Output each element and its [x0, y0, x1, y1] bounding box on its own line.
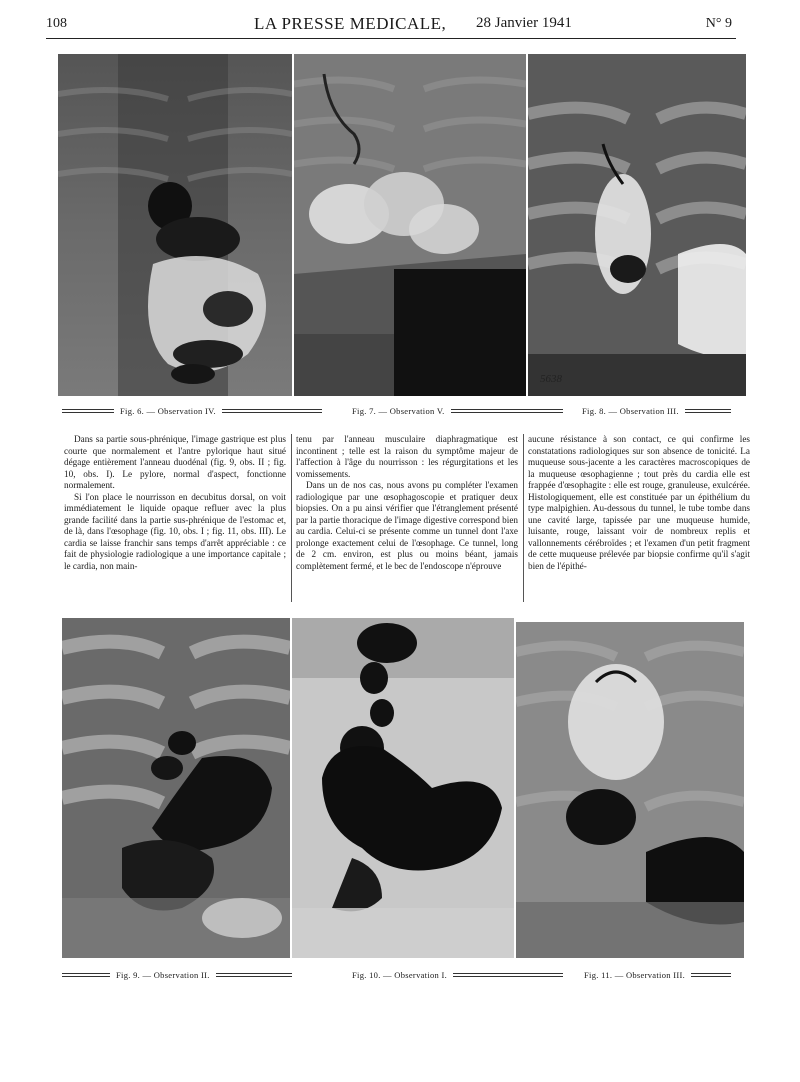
paragraph: tenu par l'anneau musculaire diaphragmatique est incontinent ; telle est la raison du symptôme majeur de l'affection à l'âge du nourrisson : les régurgitations et les vomissements. [296, 434, 518, 479]
paragraph: Dans un de nos cas, nous avons pu compléter l'examen radiologique par une œsophagoscopie et pratiquer deux biopsies. On a pu ainsi vérifier que l'étranglement présenté par la partie thoracique de l'image digestive correspond bien au cardia. Celui-ci se présente comme un tunnel dont l'axe prolonge exactement celui de l'œsophage. Ce tunnel, long de 2 cm. environ, est plus ou moins béant, jamais complètement fermé, et le bec de l'endoscope n'éprouve [296, 480, 518, 571]
figure-10-caption: Fig. 10. — Observation I. [352, 970, 569, 980]
figure-7-radiograph [294, 54, 526, 396]
figure-8-marking: 5638 [540, 373, 562, 385]
top-caption-row [62, 406, 752, 418]
text-column-3 [528, 434, 750, 604]
figure-6-radiograph [58, 54, 292, 396]
figure-10-radiograph [292, 618, 514, 958]
figure-11-caption: Fig. 11. — Observation III. [584, 970, 737, 980]
figure-8-caption: Fig. 8. — Observation III. [582, 406, 737, 416]
column-rule [523, 434, 524, 602]
text-column-2 [296, 434, 518, 604]
figure-9-caption: Fig. 9. — Observation II. [62, 970, 298, 980]
bottom-caption-row [62, 970, 752, 982]
text-column-1 [64, 434, 286, 604]
running-header [46, 14, 736, 36]
figure-9-radiograph [62, 618, 290, 958]
journal-title: LA PRESSE MEDICALE, [254, 14, 447, 33]
figure-7-caption: Fig. 7. — Observation V. [352, 406, 569, 416]
figure-6-caption: Fig. 6. — Observation IV. [62, 406, 328, 416]
page-number: 108 [46, 16, 67, 31]
issue-date: 28 Janvier 1941 [476, 15, 572, 31]
header-rule [46, 38, 736, 39]
column-rule [291, 434, 292, 602]
paragraph: Dans sa partie sous-phrénique, l'image gastrique est plus courte que normalement et l'antre pylorique haut situé dégage entièrement l'anneau duodénal (fig. 9, obs. II ; fig. 10, obs. I). Le pylore, normal d'aspect, fonctionne normalement. [64, 434, 286, 490]
issue-number: N° 9 [705, 16, 732, 31]
paragraph: Si l'on place le nourrisson en decubitus dorsal, on voit immédiatement le liquide opaque refluer avec la plus grande facilité dans la partie sus-phrénique de l'estomac et, de là, dans l'œsophage (fig. 10, obs. I ; fig. 11, obs. III). Le cardia se laisse franchir sans temps d'arrêt appréciable : ce fait de physiologie radiologique a une importance capitale ; le cardia, non main- [64, 491, 286, 571]
paragraph: aucune résistance à son contact, ce qui confirme les constatations radiologiques sur son absence de tonicité. La muqueuse sous-jacente a les caractères macroscopiques de la muqueuse œsophagienne ; tout près du cardia elle est frappée d'œsophagite : elle est rouge, granuleuse, exulcérée. Histologiquement, elle est constituée par un épithélium du type malpighien. Au-dessous du tunnel, le tube tombe dans une cavité large, tapissée par une muqueuse humide, luisante, rouge, laissant voir de nombreux replis et vallonnements cérébroïdes ; et l'examen d'un petit fragment de cette muqueuse prélevée par biopsie confirme qu'il s'agit bien de l'épithé- [528, 434, 750, 571]
figure-11-radiograph [516, 622, 744, 958]
figure-8-radiograph [528, 54, 746, 396]
